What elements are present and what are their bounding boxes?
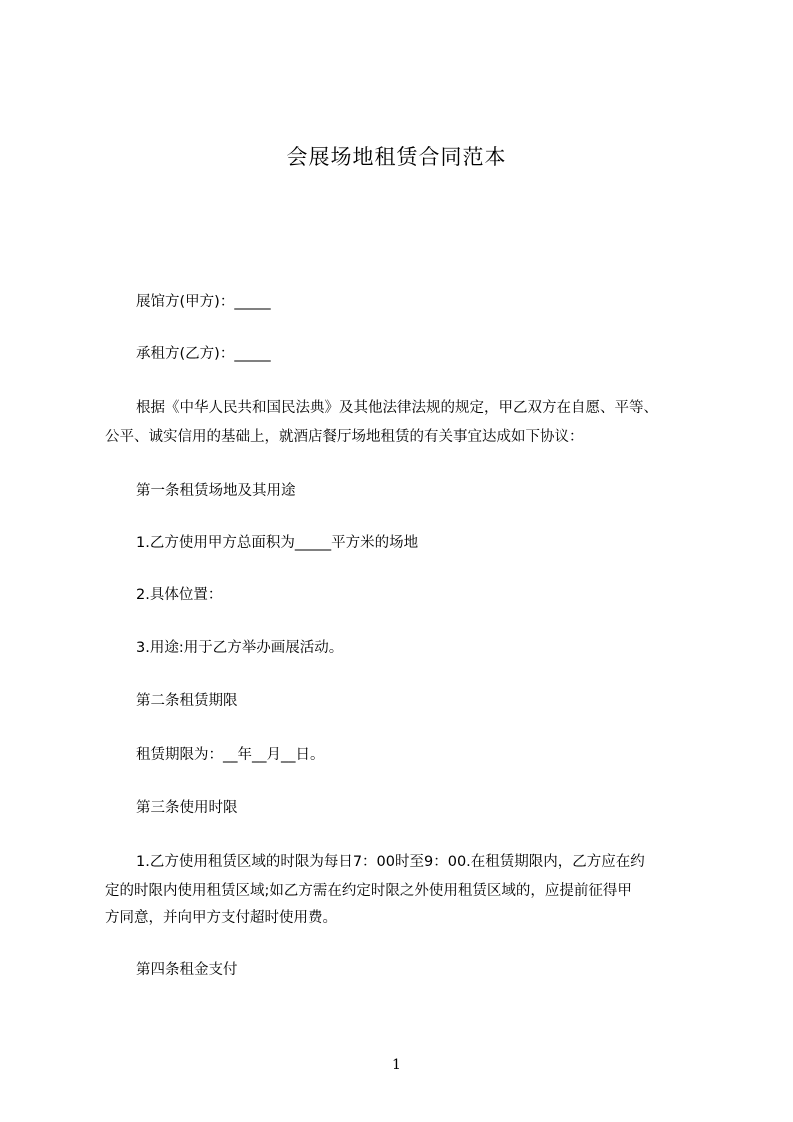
- article-1-heading: 第一条租赁场地及其用途: [136, 483, 296, 499]
- page-number: 1: [392, 1057, 401, 1073]
- article-3-item-1-line-2: 定的时限内使用租赁区域;如乙方需在约定时限之外使用租赁区域的，应提前征得甲: [105, 883, 632, 899]
- article-1-item-2: 2.具体位置：: [136, 587, 223, 603]
- article-3-item-1-line-3: 方同意，并向甲方支付超时使用费。: [105, 910, 337, 926]
- article-3-item-1-line-1: 1.乙方使用租赁区域的时限为每日7：00时至9：00.在租赁期限内，乙方应在约: [136, 854, 645, 870]
- article-4-heading: 第四条租金支付: [136, 962, 238, 978]
- article-2-heading: 第二条租赁期限: [136, 693, 238, 709]
- party-b-line: 承租方(乙方)：_____: [136, 346, 271, 362]
- party-a-line: 展馆方(甲方)：_____: [136, 294, 271, 310]
- article-1-item-3: 3.用途:用于乙方举办画展活动。: [136, 640, 344, 656]
- preamble-line-2: 公平、诚实信用的基础上，就酒店餐厅场地租赁的有关事宜达成如下协议：: [105, 429, 584, 445]
- document-title: 会展场地租赁合同范本: [286, 145, 507, 169]
- article-2-text: 租赁期限为：__年__月__日。: [136, 747, 325, 763]
- article-3-heading: 第三条使用时限: [136, 800, 238, 816]
- article-1-item-1: 1.乙方使用甲方总面积为_____平方米的场地: [136, 535, 419, 551]
- preamble-line-1: 根据《中华人民共和国民法典》及其他法律法规的规定，甲乙双方在自愿、平等、: [136, 400, 658, 416]
